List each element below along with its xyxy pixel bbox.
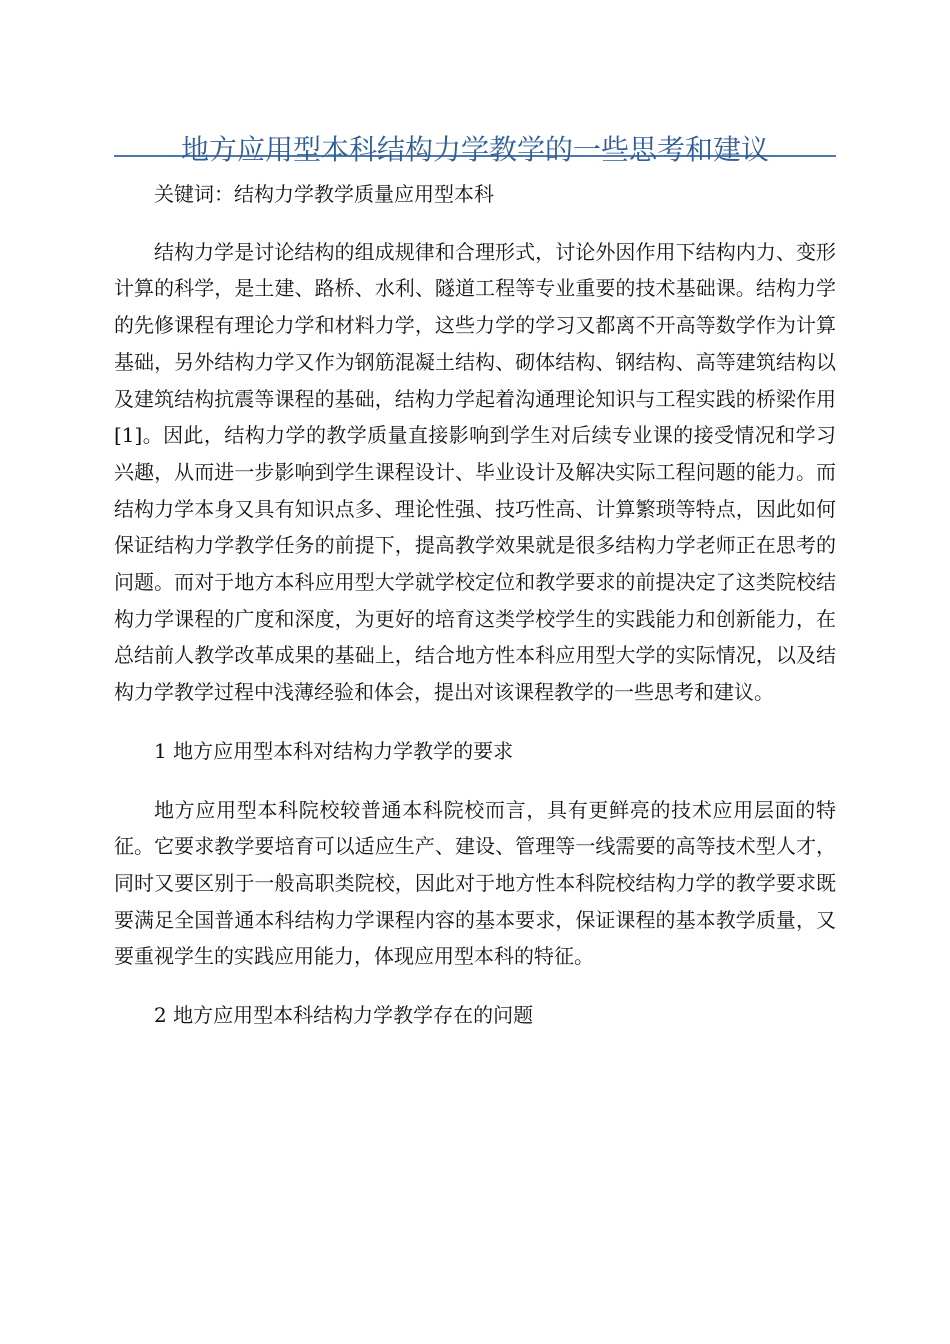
document-title: 地方应用型本科结构力学教学的一些思考和建议 [180, 132, 769, 166]
title-block [114, 111, 836, 166]
section-paragraph-1: 地方应用型本科院校较普通本科院校而言，具有更鲜亮的技术应用层面的特征。它要求教学要培育可以适应生产、建设、管理等一线需要的高等技术型人才，同时又要区别于一般高职类院校，因此对于地方性本科院校结构力学的教学要求既要满足全国普通本科结构力学课程内容的基本要求，保证课程的基本教学质量，又要重视学生的实践应用能力，体现应用型本科的特征。 [114, 797, 836, 969]
section-heading-2: 2 地方应用型本科结构力学教学存在的问题 [154, 1003, 534, 1028]
keywords-line: 关键词：结构力学教学质量应用型本科 [154, 182, 494, 206]
document-body [114, 176, 836, 1034]
intro-paragraph: 结构力学是讨论结构的组成规律和合理形式，讨论外因作用下结构内力、变形计算的科学，是土建、路桥、水利、隧道工程等专业重要的技术基础课。结构力学的先修课程有理论力学和材料力学，这些力学的学习又都离不开高等数学作为计算基础，另外结构力学又作为钢筋混凝土结构、砌体结构、钢结构、高等建筑结构以及建筑结构抗震等课程的基础，结构力学起着沟通理论知识与工程实践的桥梁作用[1]。因此，结构力学的教学质量直接影响到学生对后续专业课的接受情况和学习兴趣，从而进一步影响到学生课程设计、毕业设计及解决实际工程问题的能力。而结构力学本身又具有知识点多、理论性强、技巧性高、计算繁琐等特点，因此如何保证结构力学教学任务的前提下，提高教学效果就是很多结构力学老师正在思考的问题。而对于地方本科应用型大学就学校定位和教学要求的前提决定了这类院校结构力学课程的广度和深度，为更好的培育这类学校学生的实践能力和创新能力，在总结前人教学改革成果的基础上，结合地方性本科应用型大学的实际情况，以及结构力学教学过程中浅薄经验和体会，提出对该课程教学的一些思考和建议。 [114, 239, 836, 705]
section-heading-1: 1 地方应用型本科对结构力学教学的要求 [154, 738, 514, 763]
